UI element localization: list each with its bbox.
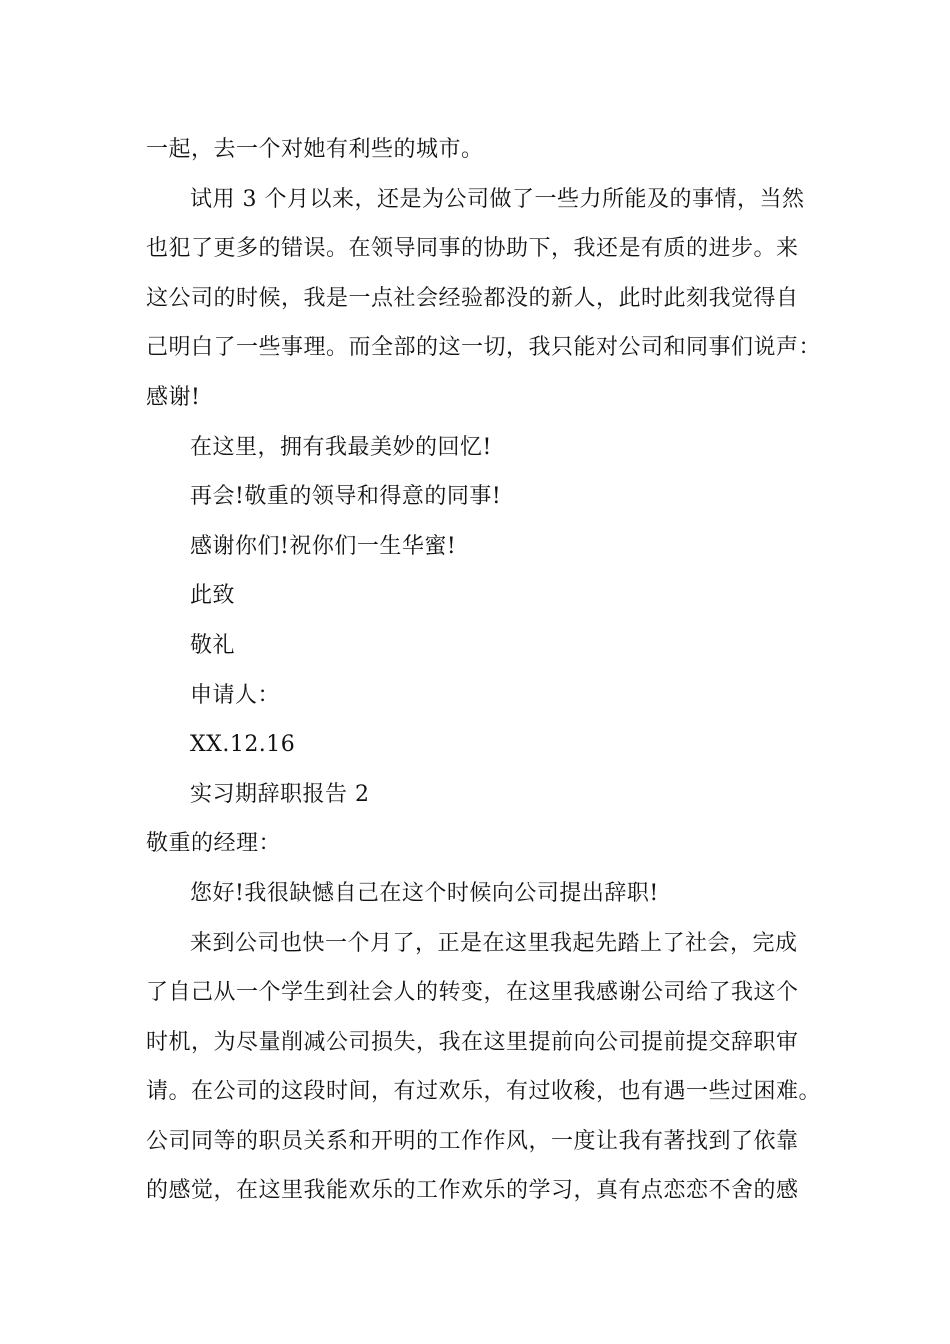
closing-regards: 敬礼 — [190, 632, 236, 658]
text-line: 在这里，拥有我最美妙的回忆! — [190, 434, 492, 460]
applicant-label: 申请人： — [190, 682, 281, 708]
document-body — [146, 125, 826, 1216]
text-line: 试用 3 个月以来，还是为公司做了一些力所能及的事情，当然 — [190, 186, 805, 212]
text-line: 己明白了一些事理。而全部的这一切，我只能对公司和同事们说声： — [146, 335, 822, 361]
closing-salutation: 此致 — [190, 583, 236, 609]
text-line: 的感觉，在这里我能欢乐的工作欢乐的学习，真有点恋恋不舍的感 — [146, 1178, 799, 1204]
text-line: 感谢你们!祝你们一生华蜜! — [190, 533, 457, 559]
text-line: 这公司的时候，我是一点社会经验都没的新人，此时此刻我觉得自 — [146, 285, 799, 311]
text-line: 请。在公司的这段时间，有过欢乐，有过收稄，也有遇一些过困难。 — [146, 1079, 822, 1105]
text-line: 感谢! — [146, 384, 201, 410]
text-line: 来到公司也快一个月了，正是在这里我起先踏上了社会，完成 — [190, 930, 798, 956]
text-line: 再会!敬重的领导和得意的同事! — [190, 484, 502, 510]
date-line: XX.12.16 — [190, 732, 296, 758]
greeting-line: 敬重的经理： — [146, 831, 282, 857]
text-line: 一起，去一个对她有利些的城市。 — [146, 137, 484, 162]
text-line: 公司同等的职员关系和开明的工作作风，一度让我有著找到了依靠 — [146, 1128, 799, 1154]
text-line: 也犯了更多的错误。在领导同事的协助下，我还是有质的进步。来 — [146, 236, 799, 262]
text-line: 了自己从一个学生到社会人的转变，在这里我感谢公司给了我这个 — [146, 980, 799, 1006]
section-title: 实习期辞职报告 2 — [190, 781, 370, 807]
text-line: 时机，为尽量削减公司损失，我在这里提前向公司提前提交辞职审 — [146, 1029, 799, 1055]
text-line: 您好!我很缺憾自己在这个时候向公司提出辞职! — [190, 880, 659, 906]
